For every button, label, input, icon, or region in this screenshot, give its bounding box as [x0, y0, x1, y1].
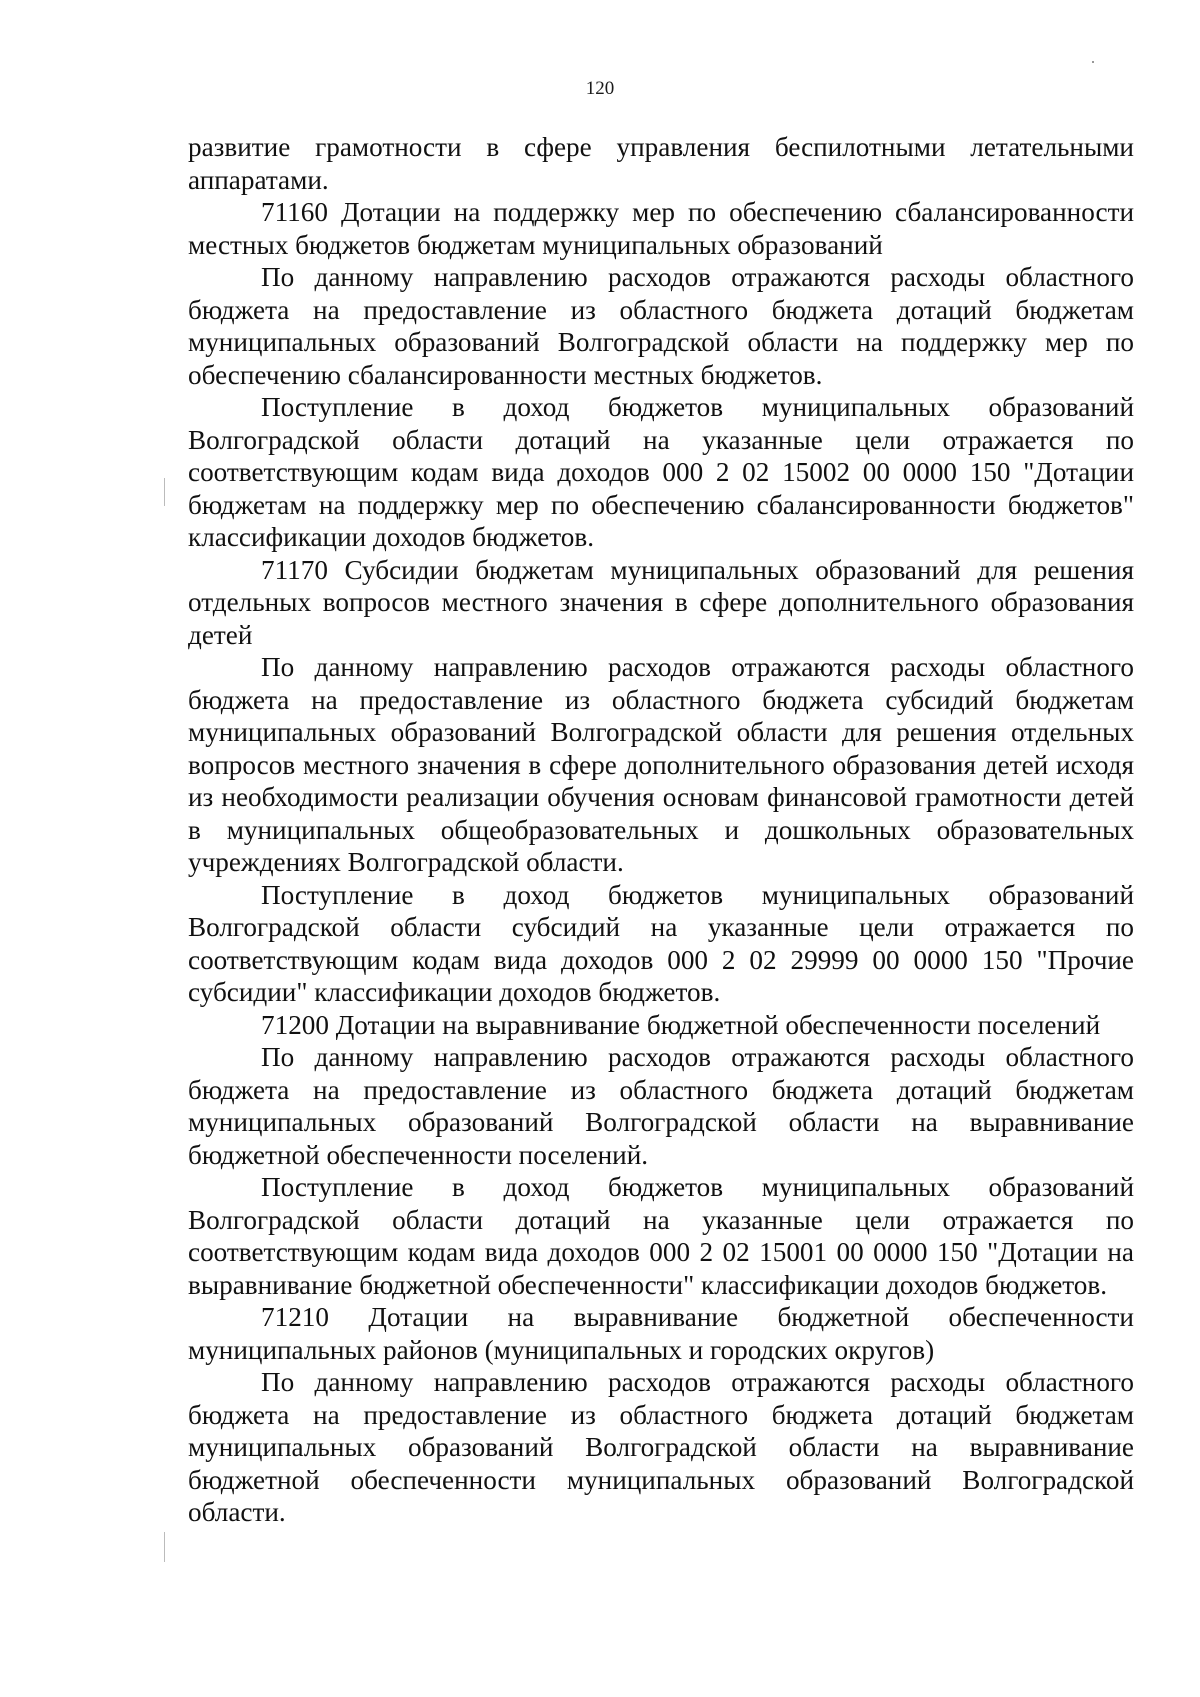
scan-margin-mark	[164, 478, 165, 506]
paragraph: Поступление в доход бюджетов муниципальных образований Волгоградской области субсидий на указанные цели отражается по соответствующим кодам вида доходов 000 2 02 29999 00 0000 150 "Прочие субсидии" классификации доходов бюджетов.	[188, 879, 1134, 1007]
page-number: 120	[585, 78, 615, 99]
scan-speck	[1092, 61, 1094, 63]
scan-margin-mark	[164, 1532, 165, 1562]
paragraph: По данному направлению расходов отражаются расходы областного бюджета на предоставление из областного бюджета субсидий бюджетам муниципальных образований Волгоградской области для решения отдельных вопросов местного значения в сфере дополнительного образования детей исходя из необходимости реализации обучения основам финансовой грамотности детей в муниципальных общеобразовательных и дошкольных образовательных учреждениях Волгоградской области.	[188, 652, 1134, 877]
document-body	[188, 131, 1134, 1529]
paragraph-continuation: развитие грамотности в сфере управления беспилотными летательными аппаратами.	[188, 132, 1134, 195]
paragraph: По данному направлению расходов отражаются расходы областного бюджета на предоставление из областного бюджета дотаций бюджетам муниципальных образований Волгоградской области на выравнивание бюджетной обеспеченности муниципальных образований Волгоградской области.	[188, 1367, 1134, 1527]
section-heading-71200: 71200 Дотации на выравнивание бюджетной обеспеченности поселений	[261, 1009, 1101, 1040]
section-heading-71170: 71170 Субсидии бюджетам муниципальных образований для решения отдельных вопросов местного значения в сфере дополнительного образования детей	[188, 554, 1134, 650]
section-heading-71210: 71210 Дотации на выравнивание бюджетной обеспеченности муниципальных районов (муниципальных и городских округов)	[188, 1302, 1134, 1365]
paragraph: Поступление в доход бюджетов муниципальных образований Волгоградской области дотаций на указанные цели отражается по соответствующим кодам вида доходов 000 2 02 15001 00 0000 150 "Дотации на выравнивание бюджетной обеспеченности" классификации доходов бюджетов.	[188, 1172, 1134, 1300]
paragraph: По данному направлению расходов отражаются расходы областного бюджета на предоставление из областного бюджета дотаций бюджетам муниципальных образований Волгоградской области на выравнивание бюджетной обеспеченности поселений.	[188, 1042, 1134, 1170]
paragraph: Поступление в доход бюджетов муниципальных образований Волгоградской области дотаций на указанные цели отражается по соответствующим кодам вида доходов 000 2 02 15002 00 0000 150 "Дотации бюджетам на поддержку мер по обеспечению сбалансированности бюджетов" классификации доходов бюджетов.	[188, 392, 1134, 552]
section-heading-71160: 71160 Дотации на поддержку мер по обеспечению сбалансированности местных бюджетов бюджетам муниципальных образований	[188, 197, 1134, 260]
paragraph: По данному направлению расходов отражаются расходы областного бюджета на предоставление из областного бюджета дотаций бюджетам муниципальных образований Волгоградской области на поддержку мер по обеспечению сбалансированности местных бюджетов.	[188, 262, 1134, 390]
